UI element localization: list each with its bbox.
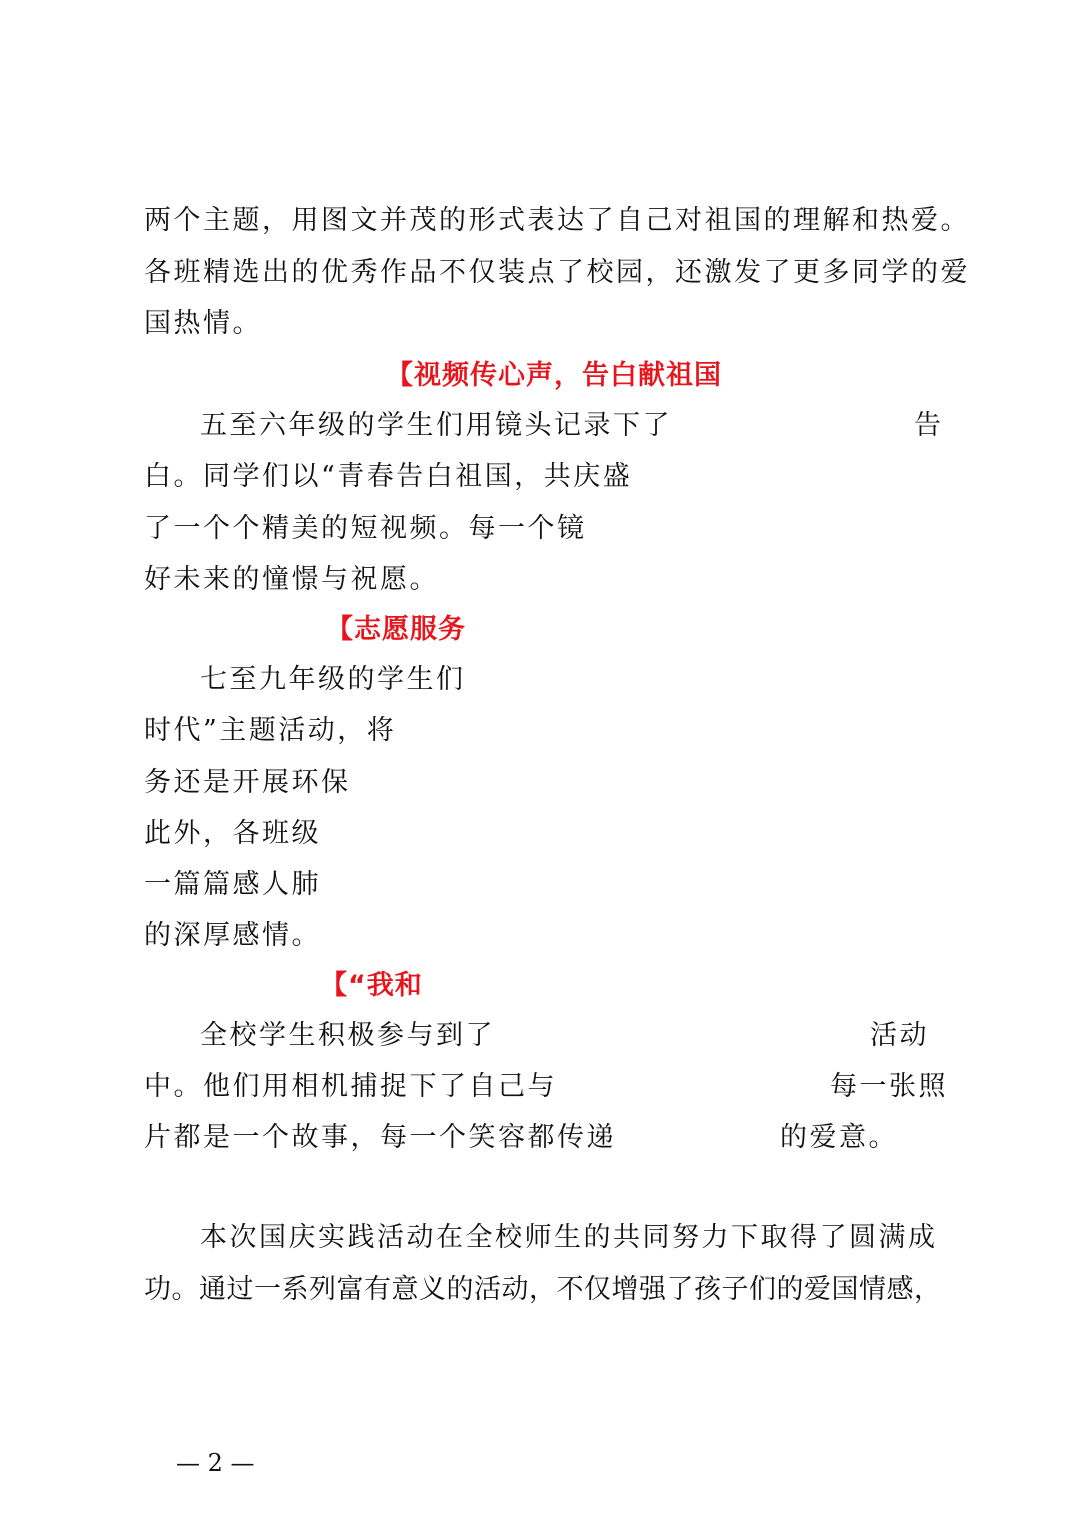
body-line: 片都是一个故事，每一个笑容都传递 bbox=[144, 1122, 616, 1153]
body-line: 的深厚感情。 bbox=[144, 920, 321, 951]
body-line-fragment: 的爱意。 bbox=[780, 1122, 898, 1153]
body-line: 一篇篇感人肺 bbox=[144, 869, 321, 900]
body-line: 务还是开展环保 bbox=[144, 767, 351, 798]
section-heading-volunteer: 【志愿服务 bbox=[326, 614, 466, 645]
body-line: 好未来的憧憬与祝愿。 bbox=[144, 564, 439, 595]
body-line: 本次国庆实践活动在全校师生的共同努力下取得了圆满成 bbox=[200, 1222, 938, 1253]
body-line: 白。同学们以“青春告白祖国，共庆盛 bbox=[144, 461, 633, 492]
body-line: 功。通过一系列富有意义的活动，不仅增强了孩子们的爱国情感， bbox=[144, 1274, 942, 1305]
body-line: 中。他们用相机捕捉下了自己与 bbox=[144, 1071, 557, 1102]
body-line: 五至六年级的学生们用镜头记录下了 bbox=[200, 410, 672, 441]
body-line: 了一个个精美的短视频。每一个镜 bbox=[144, 513, 587, 544]
page-number: — 2 — bbox=[176, 1449, 255, 1477]
section-heading-photo: 【“我和 bbox=[320, 970, 423, 1001]
body-line-fragment: 每一张照 bbox=[830, 1071, 948, 1102]
body-line: 各班精选出的优秀作品不仅装点了校园，还激发了更多同学的爱 bbox=[144, 257, 970, 288]
body-line: 两个主题，用图文并茂的形式表达了自己对祖国的理解和热爱。 bbox=[144, 205, 970, 236]
section-heading-video: 【视频传心声，告白献祖国 bbox=[386, 360, 722, 391]
body-line: 时代”主题活动，将 bbox=[144, 715, 397, 746]
body-line-fragment: 告 bbox=[914, 410, 944, 441]
body-line: 此外，各班级 bbox=[144, 818, 321, 849]
body-line-fragment: 活动 bbox=[870, 1020, 929, 1051]
body-line: 七至九年级的学生们 bbox=[200, 664, 466, 695]
body-line: 全校学生积极参与到了 bbox=[200, 1020, 495, 1051]
body-line: 国热情。 bbox=[144, 308, 262, 339]
